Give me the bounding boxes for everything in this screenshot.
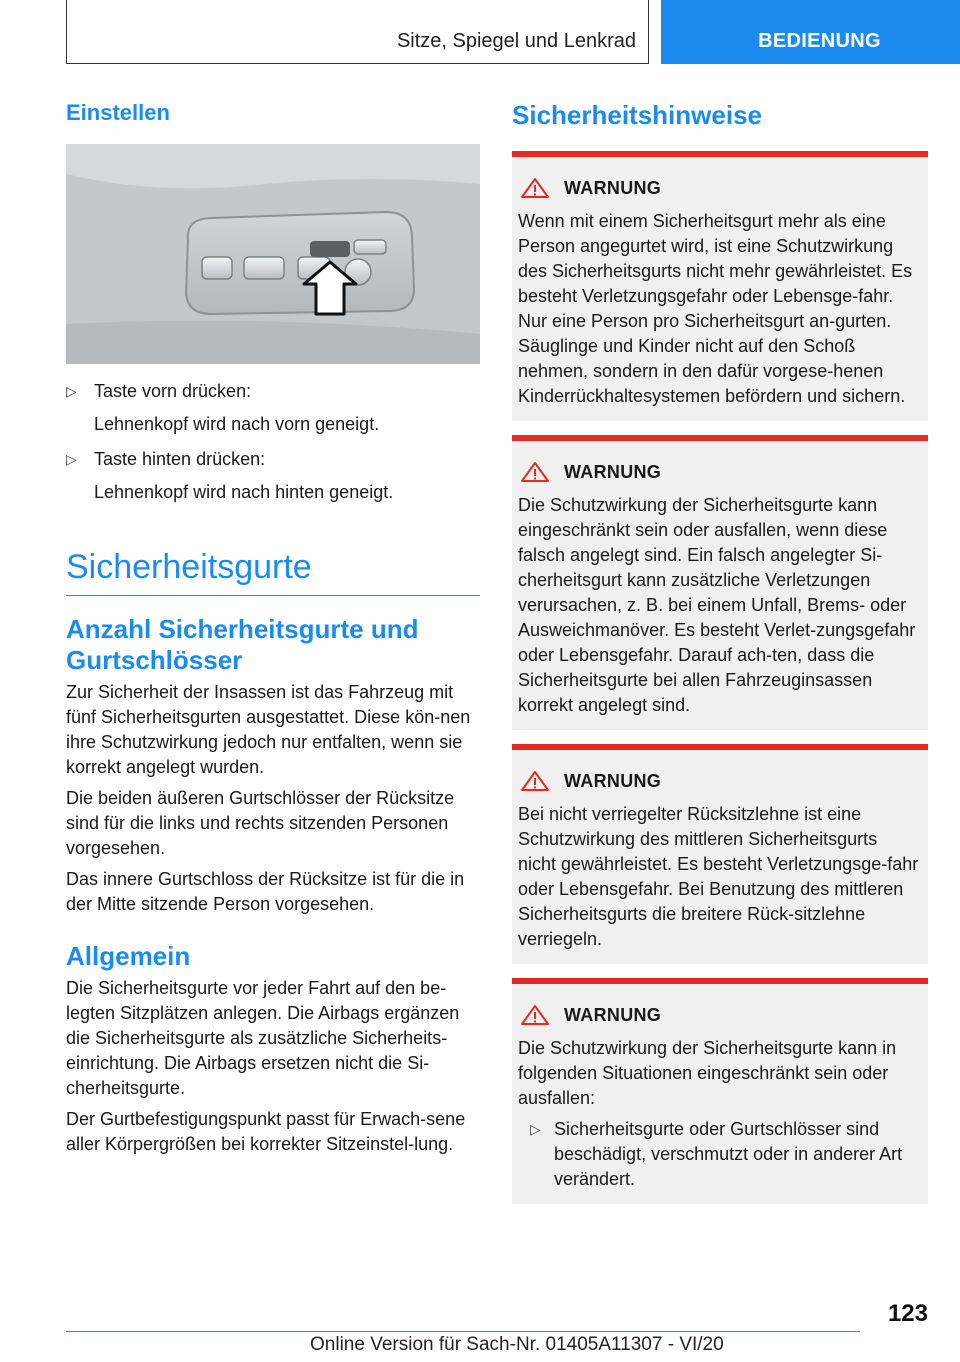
seat-control-photo	[66, 144, 480, 364]
warning-box	[512, 978, 928, 1204]
heading-einstellen: Einstellen	[66, 100, 170, 125]
einstellen-bullet-list	[66, 378, 480, 506]
warning-text: Die Schutzwirkung der Sicherheitsgurte kann in folgenden Situationen eingeschränkt sein oder ausfallen:	[518, 1038, 897, 1108]
warning-title: WARNUNG	[564, 177, 662, 198]
bullet-sub: Lehnenkopf wird nach vorn geneigt.	[94, 414, 380, 434]
paragraph: Die Sicherheitsgurte vor jeder Fahrt auf den be-legten Sitzplätzen anlegen. Die Airbags ergänzen die Sicherheitsgurte als zusätzliche Sicherheits-einrichtung. Die Airbags ersetzen nicht die Si-cherheitsgurte.	[66, 978, 460, 1098]
warning-box	[512, 744, 928, 964]
footer-online-version: Online Version für Sach-Nr. 01405A11307 - VI/20	[310, 1334, 724, 1355]
list-item	[66, 446, 480, 506]
warning-box	[512, 151, 928, 421]
warning-bullet-list	[518, 1117, 920, 1192]
footer-divider	[66, 1331, 860, 1332]
warning-triangle-icon	[520, 1004, 550, 1026]
warning-triangle-icon	[520, 461, 550, 483]
paragraph: Der Gurtbefestigungspunkt passt für Erwach-sene aller Körpergrößen bei korrekter Sitzeinstel-lung.	[66, 1109, 466, 1154]
header-section-title: Sitze, Spiegel und Lenkrad	[396, 30, 636, 52]
heading-anzahl: Anzahl Sicherheitsgurte und Gurtschlösser	[66, 614, 419, 675]
warning-text: Bei nicht verriegelter Rücksitzlehne ist eine Schutzwirkung des mittleren Sicherheitsgurts nicht gewährleistet. Es besteht Verletzungsge-fahr oder Lebensgefahr. Bei Benutzung des mittleren Sicherheitsgurts die breitere Rück-sitzlehne verriegeln.	[518, 804, 919, 949]
header-section-box	[66, 0, 649, 64]
warning-title: WARNUNG	[564, 1004, 662, 1025]
paragraph: Die beiden äußeren Gurtschlösser der Rücksitze sind für die links und rechts sitzenden Personen vorgesehen.	[66, 788, 455, 858]
paragraph: Zur Sicherheit der Insassen ist das Fahrzeug mit fünf Sicherheitsgurten ausgestattet. Diese kön-nen ihre Schutzwirkung jedoch nur entfalten, wenn sie korrekt angelegt wurden.	[66, 682, 471, 777]
bullet-sub: Lehnenkopf wird nach hinten geneigt.	[94, 482, 394, 502]
warning-triangle-icon	[520, 177, 550, 199]
warning-text: Wenn mit einem Sicherheitsgurt mehr als eine Person angegurtet wird, ist eine Schutzwirkung des Sicherheitsgurts nicht mehr gewährleistet. Es besteht Verletzungsgefahr oder Lebensge-fahr. Nur eine Person pro Sicherheitsgurt an-gurten. Säuglinge und Kinder nicht auf den Schoß nehmen, sondern in den dafür vorgese-henen Kinderrückhaltesystemen befördern und sichern.	[518, 211, 913, 406]
left-column	[66, 100, 480, 1163]
warning-title: WARNUNG	[564, 770, 662, 791]
heading-sicherheitsgurte: Sicherheitsgurte	[66, 548, 480, 596]
triangle-right-icon: ▷	[530, 1121, 541, 1137]
warning-bullet-text: Sicherheitsgurte oder Gurtschlösser sind beschädigt, verschmutzt oder in anderer Art verändert.	[554, 1119, 903, 1189]
triangle-right-icon: ▷	[66, 451, 77, 467]
warning-triangle-icon	[520, 770, 550, 792]
warning-box	[512, 435, 928, 730]
list-item	[518, 1117, 920, 1192]
header-tab-bedienung[interactable]	[661, 0, 960, 64]
header-tab-label: BEDIENUNG	[758, 30, 881, 52]
bullet-label: Taste vorn drücken:	[94, 381, 252, 401]
heading-allgemein: Allgemein	[66, 941, 191, 971]
heading-sicherheitshinweise: Sicherheitshinweise	[512, 100, 762, 130]
seat-switch-illustration	[66, 144, 480, 364]
right-column	[512, 100, 928, 1218]
list-item	[66, 378, 480, 438]
paragraph: Das innere Gurtschloss der Rücksitze ist für die in der Mitte sitzende Person vorgesehen.	[66, 869, 465, 914]
warning-title: WARNUNG	[564, 461, 662, 482]
bullet-label: Taste hinten drücken:	[94, 449, 266, 469]
warning-text: Die Schutzwirkung der Sicherheitsgurte kann eingeschränkt sein oder ausfallen, wenn diese falsch angelegt sind. Ein falsch angelegter Si-cherheitsgurt kann zusätzliche Verletzungen verursachen, z. B. bei einem Unfall, Brems- oder Ausweichmanöver. Es besteht Verlet-zungsgefahr oder Lebensgefahr. Darauf ach-ten, dass die Sicherheitsgurte bei allen Fahrzeuginsassen korrekt angelegt sind.	[518, 495, 916, 715]
page-number: 123	[887, 1300, 928, 1327]
triangle-right-icon: ▷	[66, 383, 77, 399]
